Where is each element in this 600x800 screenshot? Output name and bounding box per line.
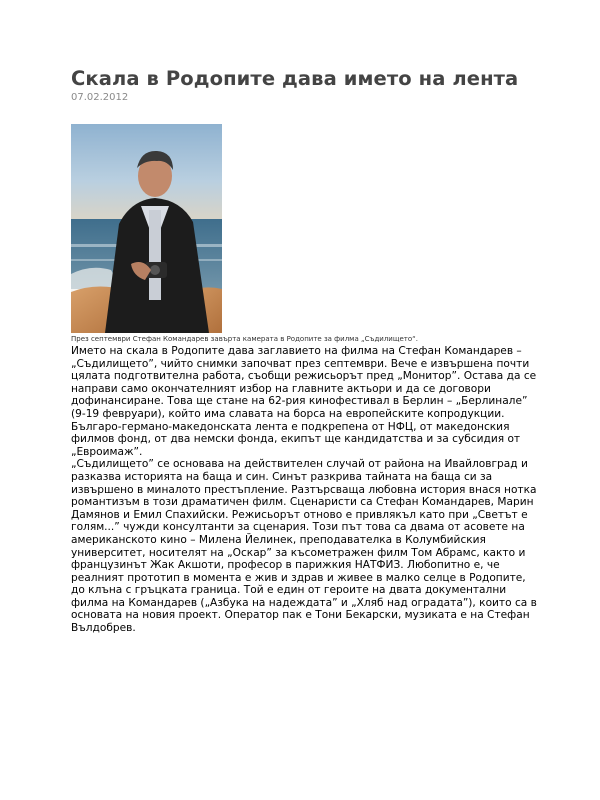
article-paragraph-2: „Съдилището” се основава на действителен случай от района на Ивайловград и разказва историята на баща и син. Синът разкрива тайната на баща си за извършено в миналото престъпление. Разтърсваща любовна история внася нотка романтизъм в този драматичен филм. Сценаристи са Стефан Командарев, Марин Дамянов и Емил Спахийски. Режисьорът отново е привлякъл като при „Светът е голям...” чужди консултанти за сценария. Този път това са двама от асовете на американското кино – Милена Йелинек, преподавателка в Колумбийския университет, носителят на „Оскар” за късометражен филм Том Абрамс, както и французинът Жак Акшоти, професор в парижкия НАТФИЗ. Любопитно е, че реалният прототип в момента е жив и здрав и живее в малко селце в Родопите, до клъна с гръцката граница. Той е един от героите на двата документални филма на Командарев („Азбука на надеждата” и „Хляб над оградата”), които са в основата на новия проект. Оператор пак е Тони Бекарски, музиката е на Стефан Вълдобрев. [71,458,537,635]
article [71,66,537,635]
photo-caption: През септември Стефан Командарев завърта камерата в Родопите за филма „Съдилището“. [71,335,418,343]
article-body [71,345,541,635]
article-paragraph-1: Името на скала в Родопите дава заглавието на филма на Стефан Командарев – „Съдилището”, чийто снимки започват през септември. Вече е извършена почти цялата подготвителна работа, съобщи режисьорът пред „Монитор”. Остава да се направи само окончателният избор на главните актьори и да се договори дофинансиране. Това ще стане на 62-рия кинофестивал в Берлин – „Берлинале” (9-19 февруари), който има славата на борса на европейските копродукции. Българо-германо-македонската лента е подкрепена от НФЦ, от македонския филмов фонд, от два немски фонда, екипът ще кандидатства и за субсидия от „Евроимаж”. [71,345,537,458]
article-date: 07.02.2012 [71,92,129,103]
article-title: Скала в Родопите дава името на лента [71,67,519,90]
article-photo [71,124,222,333]
